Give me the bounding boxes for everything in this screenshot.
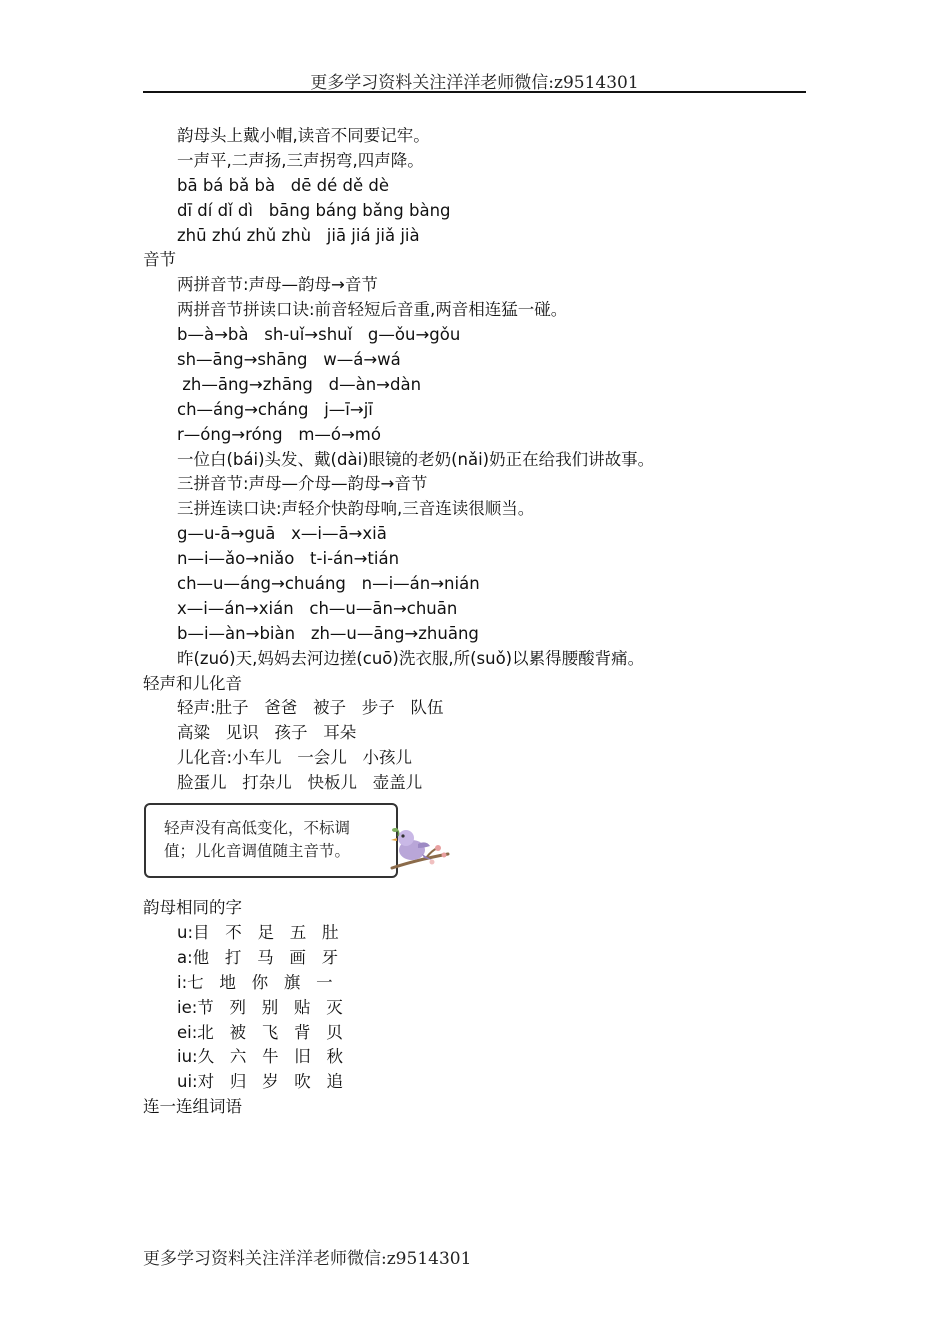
bird-illustration-icon bbox=[386, 824, 452, 874]
erhua-line: 脸蛋儿 打杂儿 快板儿 壶盖儿 bbox=[177, 773, 423, 793]
tone-example: bā bá bǎ bà dē dé dě dè bbox=[177, 175, 390, 195]
note-text: 轻声没有高低变化，不标调值；儿化音调值随主音节。 bbox=[164, 819, 351, 861]
rhyme-group-line: i:七 地 你 旗 一 bbox=[177, 972, 333, 992]
section-heading-same-rhyme: 韵母相同的字 bbox=[143, 898, 242, 918]
syllable-line: 一位白(bái)头发、戴(dài)眼镜的老奶(nǎi)奶正在给我们讲故事。 bbox=[177, 449, 655, 469]
tone-example: dī dí dǐ dì bāng báng bǎng bàng bbox=[177, 200, 451, 220]
rhyme-group-line: ui:对 归 岁 吹 追 bbox=[177, 1072, 344, 1092]
section-heading-word-matching: 连一连组词语 bbox=[143, 1097, 242, 1117]
rhyme-group-line: ei:北 被 飞 背 贝 bbox=[177, 1022, 343, 1042]
tone-example: zhū zhú zhǔ zhù jiā jiá jiǎ jià bbox=[177, 225, 420, 245]
page-header: 更多学习资料关注洋洋老师微信:z9514301 bbox=[310, 73, 639, 93]
syllable-line: zh—āng→zhāng d—àn→dàn bbox=[177, 374, 422, 394]
document-body bbox=[0, 124, 950, 1120]
neutral-tone-line: 高粱 见识 孩子 耳朵 bbox=[177, 723, 357, 743]
tone-rule: 一声平,二声扬,三声拐弯,四声降。 bbox=[177, 150, 424, 170]
note-box bbox=[144, 803, 398, 878]
section-heading-neutral-tone: 轻声和儿化音 bbox=[143, 673, 242, 693]
rhyme-group-line: u:目 不 足 五 肚 bbox=[177, 922, 339, 942]
syllable-line: n—i—ǎo→niǎo t-i-án→tián bbox=[177, 549, 400, 569]
page-footer: 更多学习资料关注洋洋老师微信:z9514301 bbox=[143, 1249, 472, 1269]
syllable-line: r—óng→róng m—ó→mó bbox=[177, 424, 381, 444]
syllable-line: 三拼音节:声母—介母—韵母→音节 bbox=[177, 474, 428, 494]
erhua-line: 儿化音:小车儿 一会儿 小孩儿 bbox=[177, 748, 413, 768]
section-heading-syllables: 音节 bbox=[143, 250, 176, 270]
header-divider bbox=[143, 91, 806, 93]
note-callout bbox=[0, 796, 950, 896]
rhyme-rule: 韵母头上戴小帽,读音不同要记牢。 bbox=[177, 126, 430, 145]
rhyme-group-line: iu:久 六 牛 旧 秋 bbox=[177, 1047, 344, 1067]
syllable-line: x—i—án→xián ch—u—ān→chuān bbox=[177, 598, 458, 618]
rhyme-group-line: ie:节 列 别 贴 灭 bbox=[177, 997, 343, 1017]
syllable-line: b—à→bà sh-uǐ→shuǐ g—ǒu→gǒu bbox=[177, 325, 461, 345]
syllable-line: b—i—àn→biàn zh—u—āng→zhuāng bbox=[177, 623, 479, 643]
syllable-line: 两拼音节:声母—韵母→音节 bbox=[177, 275, 378, 295]
syllable-line: sh—āng→shāng w—á→wá bbox=[177, 350, 401, 370]
syllable-line: 三拼连读口诀:声轻介快韵母响,三音连读很顺当。 bbox=[177, 499, 535, 519]
syllable-line: g—u-ā→guā x—i—ā→xiā bbox=[177, 524, 387, 544]
syllable-line: 两拼音节拼读口诀:前音轻短后音重,两音相连猛一碰。 bbox=[177, 300, 568, 320]
neutral-tone-line: 轻声:肚子 爸爸 被子 步子 队伍 bbox=[177, 698, 444, 718]
rhyme-group-line: a:他 打 马 画 牙 bbox=[177, 947, 339, 967]
syllable-line: ch—u—áng→chuáng n—i—án→nián bbox=[177, 574, 480, 594]
syllable-line: 昨(zuó)天,妈妈去河边搓(cuō)洗衣服,所(suǒ)以累得腰酸背痛。 bbox=[177, 648, 645, 668]
syllable-line: ch—áng→cháng j—ī→jī bbox=[177, 399, 373, 419]
